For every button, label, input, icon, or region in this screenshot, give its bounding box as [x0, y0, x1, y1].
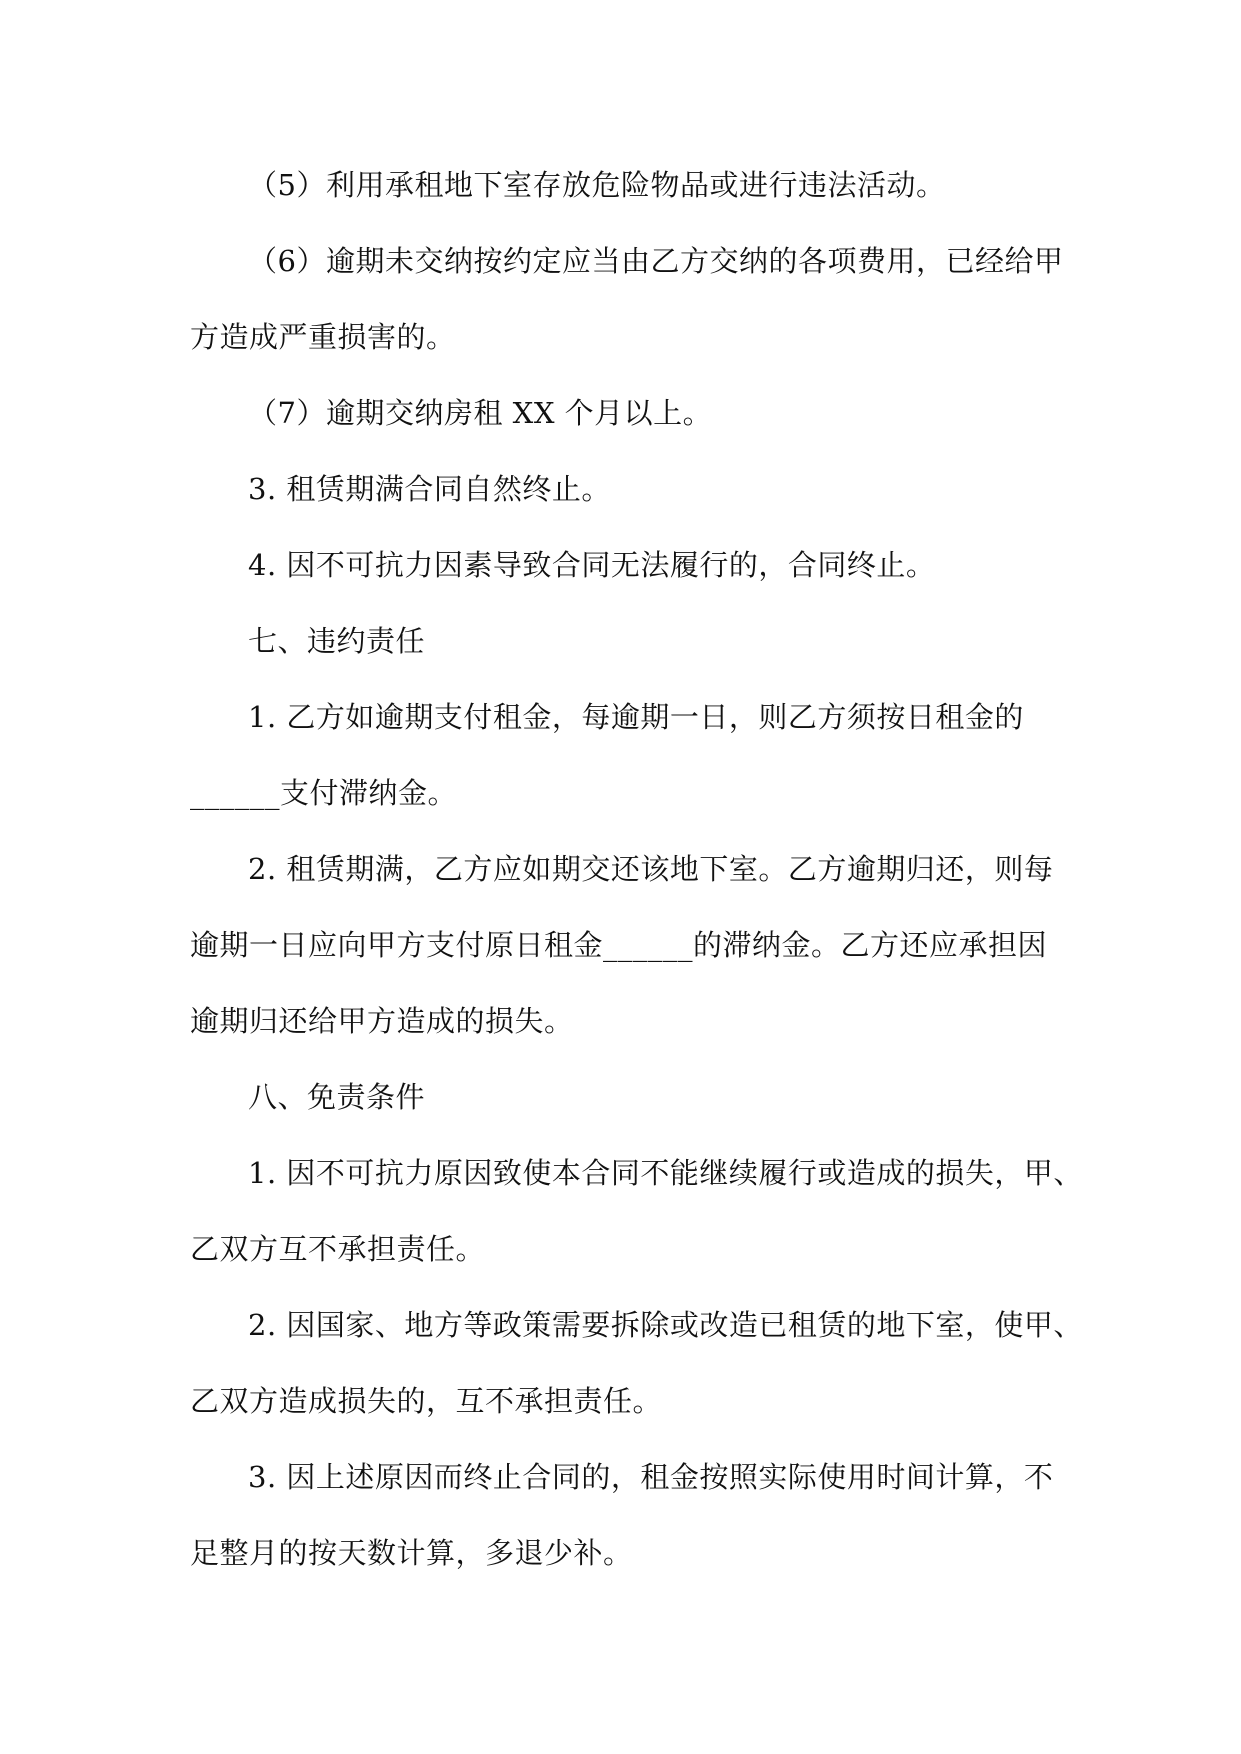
- item-4-force-majeure: 4. 因不可抗力因素导致合同无法履行的，合同终止。: [248, 548, 936, 582]
- exemption-item-1: 1. 因不可抗力原因致使本合同不能继续履行或造成的损失，甲、: [248, 1156, 1083, 1190]
- breach-item-2-continuation: 逾期一日应向甲方支付原日租金______的滞纳金。乙方还应承担因: [190, 928, 1048, 962]
- item-3-expiry: 3. 租赁期满合同自然终止。: [248, 472, 611, 506]
- clause-5-text: （5）利用承租地下室存放危险物品或进行违法活动。: [248, 168, 946, 202]
- breach-item-2: 2. 租赁期满，乙方应如期交还该地下室。乙方逾期归还，则每: [248, 852, 1054, 886]
- clause-6-text: （6）逾期未交纳按约定应当由乙方交纳的各项费用，已经给甲: [248, 244, 1064, 278]
- exemption-item-3-continuation: 足整月的按天数计算，多退少补。: [190, 1536, 633, 1570]
- clause-7-text: （7）逾期交纳房租 XX 个月以上。: [248, 396, 713, 430]
- exemption-item-1-continuation: 乙双方互不承担责任。: [190, 1232, 486, 1266]
- exemption-item-3: 3. 因上述原因而终止合同的，租金按照实际使用时间计算，不: [248, 1460, 1054, 1494]
- document-body: [190, 147, 1083, 1591]
- section-7-heading: 七、违约责任: [248, 624, 426, 658]
- exemption-item-2-continuation: 乙双方造成损失的，互不承担责任。: [190, 1384, 663, 1418]
- breach-item-1-continuation: ______支付滞纳金。: [190, 776, 458, 810]
- exemption-item-2: 2. 因国家、地方等政策需要拆除或改造已租赁的地下室，使甲、: [248, 1308, 1083, 1342]
- section-8-heading: 八、免责条件: [248, 1080, 426, 1114]
- breach-item-2-continuation-2: 逾期归还给甲方造成的损失。: [190, 1004, 574, 1038]
- clause-6-continuation: 方造成严重损害的。: [190, 320, 456, 354]
- breach-item-1: 1. 乙方如逾期支付租金，每逾期一日，则乙方须按日租金的: [248, 700, 1024, 734]
